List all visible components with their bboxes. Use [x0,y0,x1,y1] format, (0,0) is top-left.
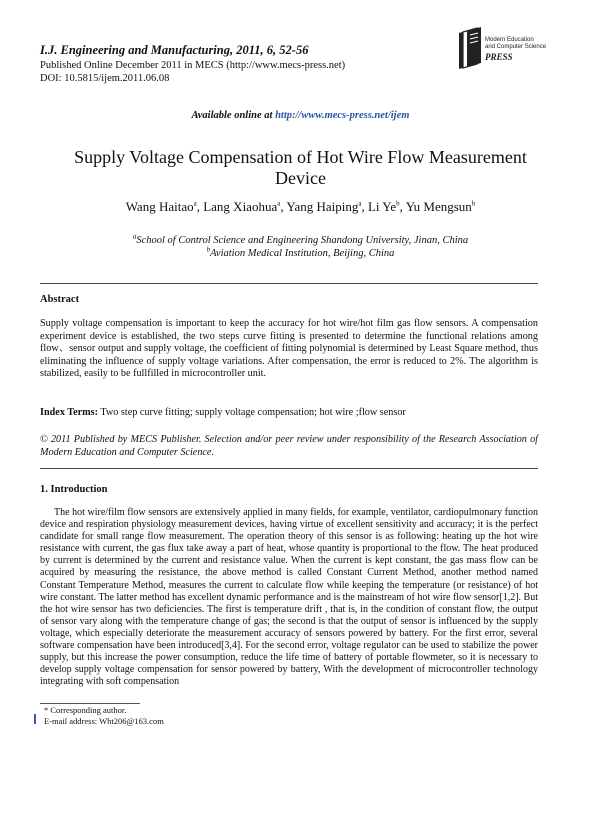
revision-bar [34,714,36,724]
published-line: Published Online December 2011 in MECS (http://www.mecs-press.net) [40,60,346,71]
abstract-heading: Abstract [40,294,80,305]
author-name: Lang Xiaohua [203,199,278,214]
availability-line [0,110,601,121]
logo-text-2: and Computer Science [485,44,547,50]
author-name: Yu Mengsun [405,199,472,214]
author-list: Wang Haitao$^a$, Lang Xiaohua$^a$, Yang Haiping$^a$, Li Ye$^b$, Yu Mengsun$^b$ [125,199,476,214]
affiliation-a: $^a$School of Control Science and Engineering Shandong University, Jinan, China [132,232,469,246]
copyright-notice: © 2011 Published by MECS Publisher. Selection and/or peer review under responsibility of the Research Association of Modern Education and Computer Science. [40,434,538,458]
author-name: Yang Haiping [286,199,359,214]
affiliation-b: $^b$Aviation Medical Institution, Beijing, China [206,245,395,259]
divider [40,283,538,284]
doi-line: DOI: 10.5815/ijem.2011.06.08 [40,73,170,84]
journal-citation: I.J. Engineering and Manufacturing, 2011, 6, 52-56 [40,43,309,57]
author-name: Li Ye [367,199,397,214]
publisher-logo [455,27,555,73]
section-heading: 1. Introduction [40,484,108,495]
logo-text-3: PRESS [485,52,513,62]
author-name: Wang Haitao [125,199,194,214]
title-line-2: Device [275,168,326,188]
availability-prefix: Available online at [191,110,276,121]
logo-text-1: Modern Education [485,37,534,43]
divider [40,468,538,469]
journal-url-link[interactable]: http://www.mecs-press.net/ijem [275,110,410,121]
title-line-1: Supply Voltage Compensation of Hot Wire Flow Measurement [74,147,527,167]
paper-title [40,147,561,189]
index-terms: Index Terms: Two step curve fitting; supply voltage compensation; hot wire ;flow sensor [40,407,406,418]
footnote-rule [40,703,140,704]
footnote-email: E-mail address: Wht206@163.com [44,716,164,726]
abstract-text: Supply voltage compensation is important to keep the accuracy for hot wire/hot film gas flow sensors. A compensation experiment device is established, the two steps curve fitting is presented to determine the functional relations among flow、sensor output and supply voltage, the coefficient of fitting polynomial is determined by Least Square method, thus eliminating the influence of supply voltage variations. After compensation, the error is reduced to 2%. The algorithm is stabilized, easily to be fullfilled in microcontroller unit. [40,318,538,380]
introduction-text: The hot wire/film flow sensors are extensively applied in many fields, for example, ventilator, cardiopulmonary function device and respiration physiology measurement devices, having virtue of excellent sensitivity and accuracy; it is the perfect candidate for small range flow measurement. The operation theory of this sensor is as following: heating up the hot wire resistance with current, the gas flux take away a part of heat, whose quantity is proportional to the flow. The heat produced by current is determined by the current and resistance value. When the current is kept constant, the gas mass flow can be acquired by measuring the resistance, the above method is called Constant Current Method, another method named Constant Temperature Method, measures the current to calculate flow while keeping the temperature (or resistance) of hot wire constant. The latter method has excellent dynamic performance and is the mainstream of hot wire flow sensor[1,2]. But the hot wire sensor has two deficiencies. The first is temperature drift , that is, in the condition of constant flow, the output of sensor vary along with the temperature change of gas; the second is that the output of sensor is influenced by the supply voltage, which especially deteriorate the measurement accuracy of sensors powered by battery. For the first error, several software compensation have been introduced[3,4]. For the second error, voltage regulator can be used to stabilize the power supply, but this increase the power consumption, reduce the life time of battery of portable flowmeter, so it is necessary to develop supply voltage compensation for sensor powered by battery, With the development of microcontroller technology integrating with soft compensation [40,507,538,688]
footnote-corresponding: * Corresponding author. [44,705,127,715]
